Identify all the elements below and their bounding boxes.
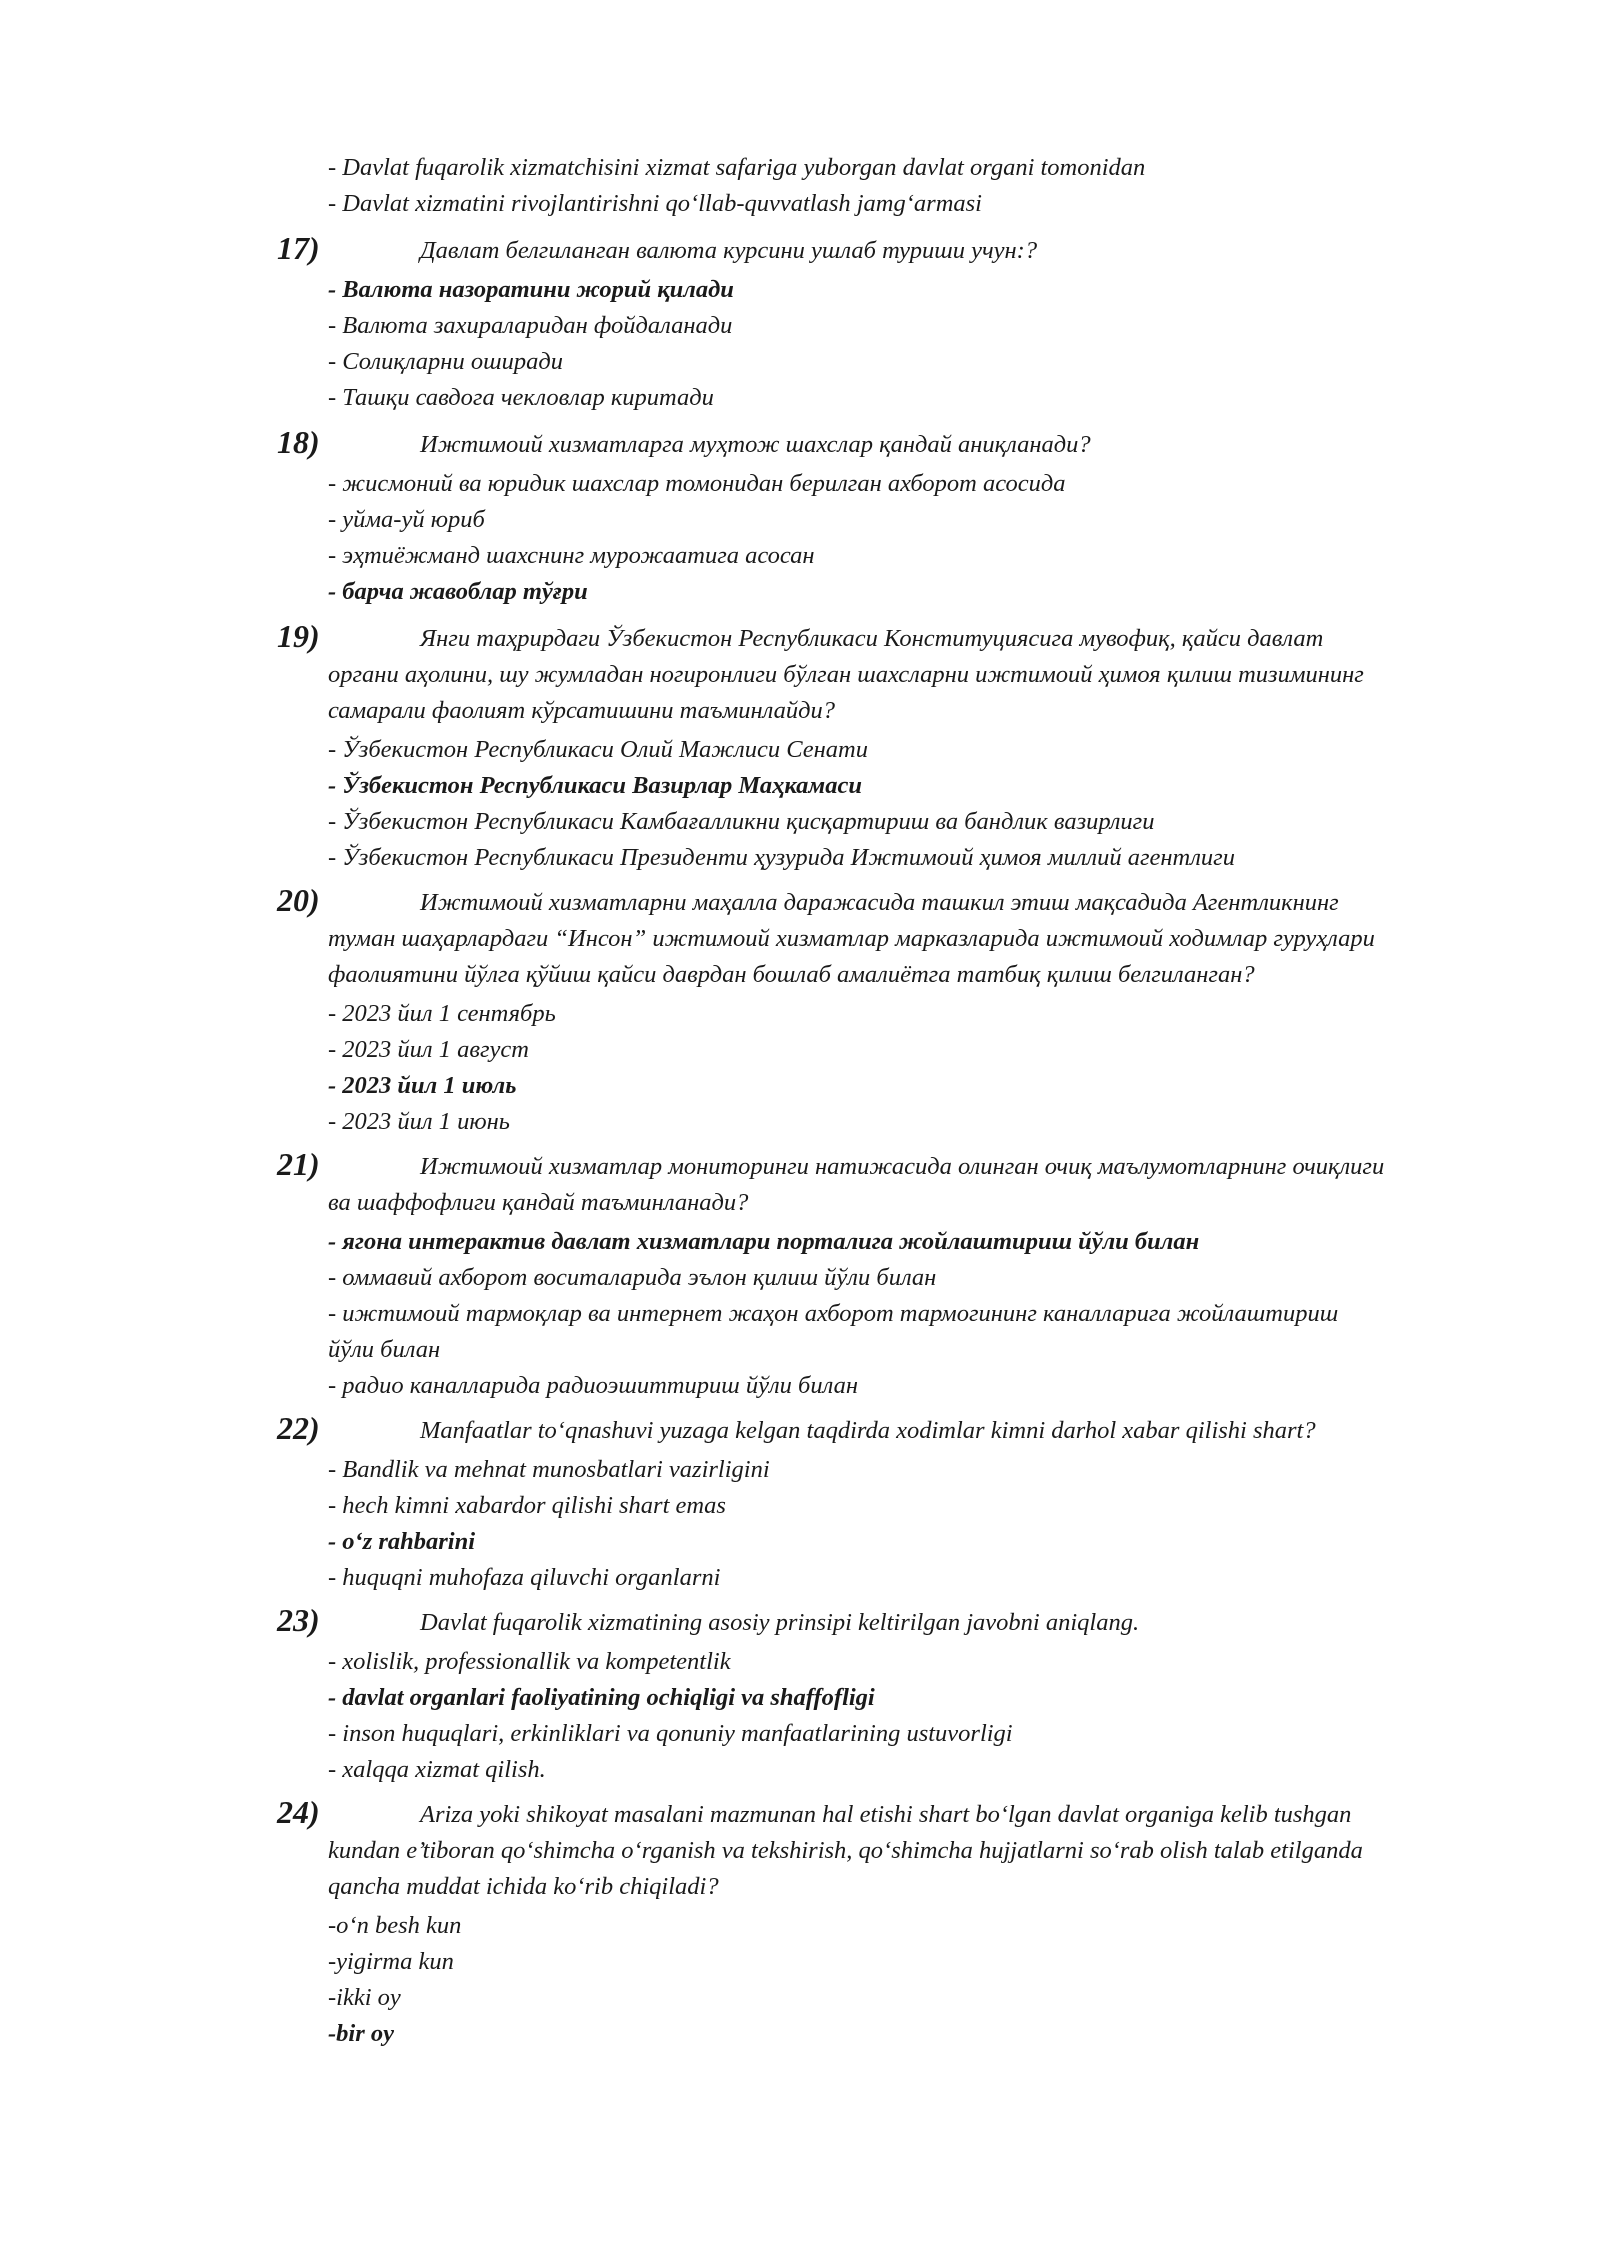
answer-option: - Ўзбекистон Республикаси Президенти ҳузурида Ижтимоий ҳимоя миллий агентлиги (328, 844, 1235, 871)
answer-option: - Ташқи савдога чекловлар киритади (328, 384, 714, 411)
question-text: фаолиятини йўлга қўйиш қайси даврдан бошлаб амалиётга татбиқ қилиш белгиланган? (328, 961, 1255, 988)
answer-option: - inson huquqlari, erkinliklari va qonuniy manfaatlarining ustuvorligi (328, 1720, 1013, 1747)
answer-option: - Davlat xizmatini rivojlantirishni qo‘llab-quvvatlash jamg‘armasi (328, 190, 982, 217)
question-text: самарали фаолият кўрсатишини таъминлайди? (328, 697, 836, 724)
answer-option: - уйма-уй юриб (328, 506, 485, 533)
question-number: 18) (277, 424, 320, 460)
answer-option: - ижтимоий тармоқлар ва интернет жаҳон ахборот тармогининг каналларига жойлаштириш (328, 1300, 1339, 1327)
answer-option-correct: - ягона интерактив давлат хизматлари порталига жойлаштириш йўли билан (328, 1228, 1200, 1255)
answer-option: - радио каналларида радиоэшиттириш йўли билан (328, 1372, 859, 1399)
answer-option: - huquqni muhofaza qiluvchi organlarni (328, 1564, 721, 1591)
question-text: ва шаффофлиги қандай таъминланади? (328, 1189, 749, 1216)
answer-option: - Davlat fuqarolik xizmatchisini xizmat safariga yuborgan davlat organi tomonidan (328, 154, 1146, 181)
answer-option: - жисмоний ва юридик шахслар томонидан берилган ахборот асосида (328, 470, 1066, 497)
answer-option: - hech kimni xabardor qilishi shart emas (328, 1492, 726, 1519)
question-text: kundan e’tiboran qo‘shimcha o‘rganish va tekshirish, qo‘shimcha hujjatlarni so‘rab olish talab etilganda (328, 1837, 1363, 1864)
answer-option-correct: - o‘z rahbarini (328, 1528, 476, 1555)
answer-option: - xolislik, professionallik va kompetentlik (328, 1648, 731, 1675)
question-text: органи аҳолини, шу жумладан ногиронлиги бўлган шахсларни ижтимоий ҳимоя қилиш тизимининг (328, 661, 1364, 688)
answer-option: -yigirma kun (328, 1948, 454, 1975)
answer-option: - Ўзбекистон Республикаси Камбағалликни қисқартириш ва бандлик вазирлиги (328, 808, 1155, 835)
question-text: Ижтимоий хизматлар мониторинги натижасида олинган очиқ маълумотларнинг очиқлиги (420, 1153, 1385, 1180)
question-text: туман шаҳарлардаги “Инсон” ижтимоий хизматлар марказларида ижтимоий ходимлар гуруҳлари (328, 925, 1375, 952)
question-number: 20) (277, 882, 320, 918)
question-number: 23) (277, 1602, 320, 1638)
question-text: Ижтимоий хизматларни маҳалла даражасида ташкил этиш мақсадида Агентликнинг (420, 889, 1339, 916)
question-number: 21) (277, 1146, 320, 1182)
question-text: Янги таҳрирдаги Ўзбекистон Республикаси Конституциясига мувофиқ, қайси давлат (420, 625, 1324, 652)
question-number: 17) (277, 230, 320, 266)
answer-option: - 2023 йил 1 август (328, 1036, 529, 1063)
answer-option-correct: - Ўзбекистон Республикаси Вазирлар Маҳкамаси (328, 772, 862, 799)
question-text: Manfaatlar to‘qnashuvi yuzaga kelgan taqdirda xodimlar kimni darhol xabar qilishi shart? (420, 1417, 1316, 1444)
question-text: Davlat fuqarolik xizmatining asosiy prinsipi keltirilgan javobni aniqlang. (420, 1609, 1140, 1636)
answer-option: - xalqqa xizmat qilish. (328, 1756, 546, 1783)
question-text: Давлат белгиланган валюта курсини ушлаб туриши учун:? (420, 237, 1038, 264)
answer-option: - Ўзбекистон Республикаси Олий Мажлиси Сенати (328, 736, 868, 763)
answer-option-correct: - davlat organlari faoliyatining ochiqligi va shaffofligi (328, 1684, 875, 1711)
answer-option: - Bandlik va mehnat munosbatlari vazirligini (328, 1456, 770, 1483)
answer-option: - 2023 йил 1 сентябрь (328, 1000, 556, 1027)
question-number: 24) (277, 1794, 320, 1830)
answer-option: - 2023 йил 1 июнь (328, 1108, 510, 1135)
answer-option: - оммавий ахборот воситаларида эълон қилиш йўли билан (328, 1264, 937, 1291)
answer-option: - Валюта захираларидан фойдаланади (328, 312, 733, 339)
answer-option-correct: -bir oy (328, 2020, 394, 2047)
answer-option-correct: - Валюта назоратини жорий қилади (328, 276, 734, 303)
answer-option: - Солиқларни оширади (328, 348, 563, 375)
answer-option: -ikki oy (328, 1984, 401, 2011)
answer-option-correct: - барча жавоблар тўғри (328, 578, 588, 605)
answer-option: - эҳтиёжманд шахснинг мурожаатига асосан (328, 542, 815, 569)
question-text: qancha muddat ichida ko‘rib chiqiladi? (328, 1873, 719, 1900)
question-text: Ижтимоий хизматларга муҳтож шахслар қандай аниқланади? (420, 431, 1091, 458)
answer-option-continuation: йўли билан (328, 1336, 441, 1363)
question-number: 19) (277, 618, 320, 654)
answer-option-correct: - 2023 йил 1 июль (328, 1072, 517, 1099)
question-number: 22) (277, 1410, 320, 1446)
answer-option: -o‘n besh kun (328, 1912, 462, 1939)
question-text: Ariza yoki shikoyat masalani mazmunan hal etishi shart bo‘lgan davlat organiga kelib tushgan (420, 1801, 1352, 1828)
